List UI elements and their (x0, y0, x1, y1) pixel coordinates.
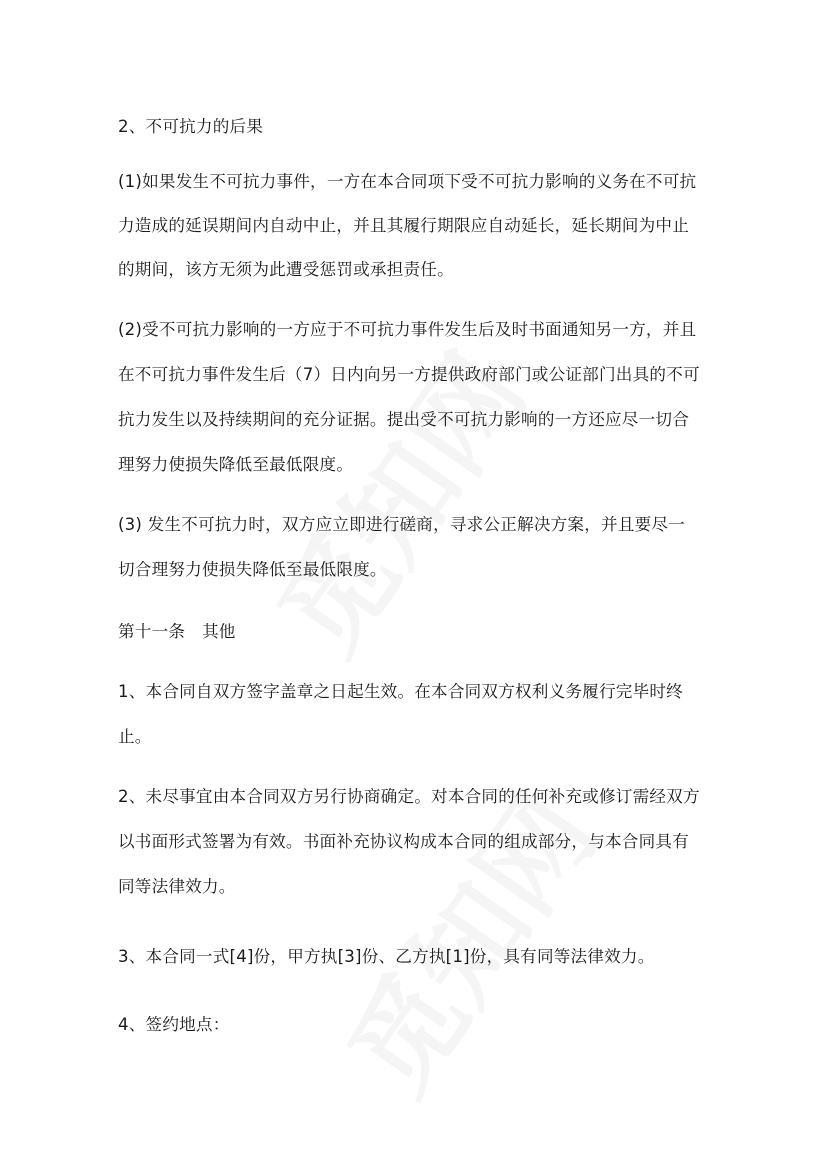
text-line: 力造成的延误期间内自动中止，并且其履行期限应自动延长，延长期间为中止 (118, 216, 689, 235)
text-line: 1、本合同自双方签字盖章之日起生效。在本合同双方权利义务履行完毕时终 (118, 682, 683, 701)
text-line: 4、签约地点： (118, 1015, 230, 1034)
text-line: 同等法律效力。 (118, 877, 236, 896)
text-line: 抗力发生以及持续期间的充分证据。提出受不可抗力影响的一方还应尽一切合 (118, 410, 689, 429)
text-line: 3、本合同一式[4]份，甲方执[3]份、乙方执[1]份，具有同等法律效力。 (118, 947, 655, 966)
text-line: 的期间，该方无须为此遭受惩罚或承担责任。 (118, 260, 454, 279)
text-line: 切合理努力使损失降低至最低限度。 (118, 560, 387, 579)
text-line: 第十一条 其他 (118, 622, 236, 641)
text-line: (3) 发生不可抗力时，双方应立即进行磋商，寻求公正解决方案，并且要尽一 (118, 515, 685, 534)
text-line: 止。 (118, 727, 152, 746)
text-line: (2)受不可抗力影响的一方应于不可抗力事件发生后及时书面通知另一方，并且 (118, 320, 697, 339)
text-line: 理努力使损失降低至最低限度。 (118, 455, 354, 474)
text-line: 以书面形式签署为有效。书面补充协议构成本合同的组成部分，与本合同具有 (118, 832, 689, 851)
text-line: 2、不可抗力的后果 (118, 117, 264, 136)
text-line: 在不可抗力事件发生后（7）日内向另一方提供政府部门或公证部门出具的不可 (118, 365, 700, 384)
text-line: (1)如果发生不可抗力事件，一方在本合同项下受不可抗力影响的义务在不可抗 (118, 172, 697, 191)
text-line: 2、未尽事宜由本合同双方另行协商确定。对本合同的任何补充或修订需经双方 (118, 787, 700, 806)
